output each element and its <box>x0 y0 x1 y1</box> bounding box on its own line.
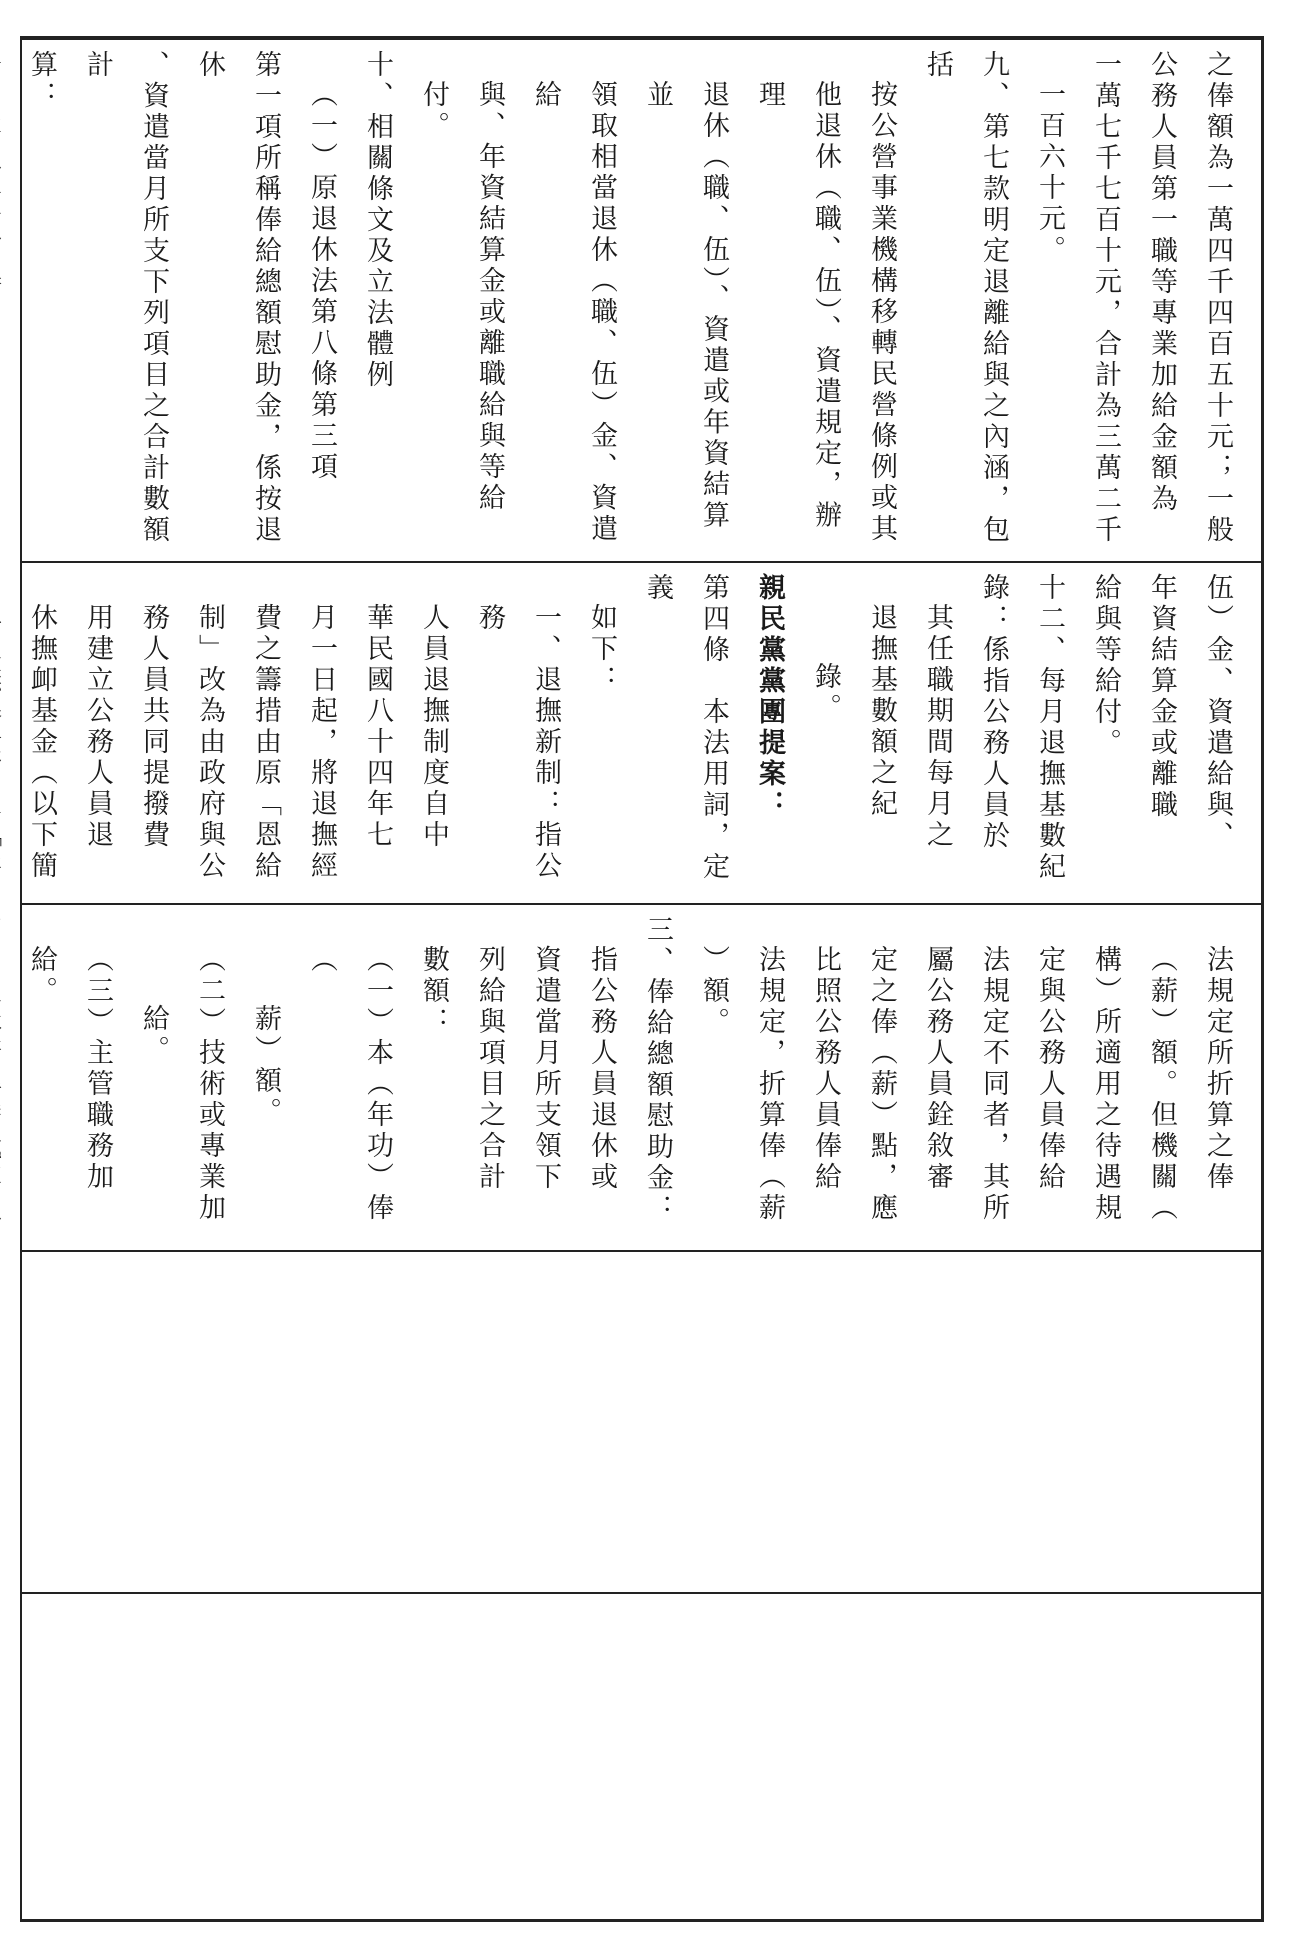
text-line: 第一項所稱俸給總額慰助金，係按退休 <box>194 50 281 546</box>
text-line: 月一日起，將退撫經 <box>306 602 337 882</box>
text-line: （二）技術或專業加 <box>194 944 225 1224</box>
text-line: 九、第七款明定退離給與之內涵，包括 <box>922 50 1009 546</box>
text-line: 年資結算金或離職 <box>1146 573 1177 821</box>
text-line: 第四條 本法用詞，定義 <box>642 573 729 883</box>
table-cell-pfp-proposal <box>22 563 1259 903</box>
text-line: 法規定不同者，其所 <box>978 944 1009 1224</box>
text-line: 錄。 <box>810 662 841 725</box>
text-line: 定與公務人員俸給 <box>1034 944 1065 1193</box>
table-right-border <box>1261 36 1264 1922</box>
text-line: 資遣當月所支領下 <box>530 944 561 1193</box>
text-line: 其任職期間每月之 <box>922 602 953 851</box>
text-line: （薪）額。但機關（ <box>1146 944 1177 1224</box>
table-cell-definitions <box>22 905 1259 1250</box>
text-line: （三）主管職務加給。 <box>26 944 113 1193</box>
text-line <box>0 573 13 903</box>
text-line: 數額： <box>418 944 449 1038</box>
text-line: 屬公務人員銓敘審 <box>922 944 953 1193</box>
text-line: 三、俸給總額慰助金： <box>642 915 673 1225</box>
text-line: 錄：係指公務人員於 <box>978 573 1009 852</box>
text-line: （一）原退休法第八條第三項 <box>306 79 337 483</box>
text-line: 薪）額。 <box>250 1004 281 1129</box>
text-line: （一）本（年功）俸（ <box>306 944 393 1224</box>
text-line: 算： <box>26 50 57 112</box>
text-line: 務人員共同提撥費 <box>138 602 169 851</box>
text-line: 公務人員第一職等專業加給金額為 <box>1146 50 1177 515</box>
text-line: 列給與項目之合計 <box>474 944 505 1193</box>
vertical-text-block <box>0 905 1259 1250</box>
text-line: 法規定，折算俸（薪 <box>754 944 785 1224</box>
text-line: 伍）金、資遣給與、 <box>1202 573 1233 852</box>
text-line: 退撫基數額之紀 <box>866 602 897 820</box>
table-bottom-border <box>20 1919 1263 1922</box>
text-line: 退休（職、伍）、資遣或年資結算並 <box>642 79 729 532</box>
table-cell-empty <box>22 1252 1259 1592</box>
text-line: 之俸額為一萬四千四百五十元；一般 <box>1202 50 1233 546</box>
text-line: 領取相當退休（職、伍）金、資遣給 <box>530 79 617 545</box>
text-line: 定之俸（薪）點，應 <box>866 944 897 1224</box>
vertical-text-block <box>0 563 1259 903</box>
proposal-heading: 親民黨黨團提案： <box>754 573 785 821</box>
text-line <box>0 915 13 1250</box>
text-line: 費之籌措由原「恩給 <box>250 602 281 882</box>
text-line: 一萬七千七百十元，合計為三萬二千 <box>1090 50 1121 546</box>
vertical-text-block <box>0 40 1259 561</box>
text-line: 一、退撫新制：指公務 <box>474 602 561 882</box>
text-line: 一百六十元。 <box>1034 79 1065 266</box>
text-line: 他退休（職、伍）、資遣規定，辦理 <box>754 79 841 532</box>
text-line: 制」改為由政府與公 <box>194 602 225 882</box>
table-cell-empty <box>22 1594 1259 1919</box>
text-line: 比照公務人員俸給 <box>810 944 841 1193</box>
text-line: 、資遣當月所支下列項目之合計數額計 <box>82 50 169 546</box>
text-line: ）額。 <box>698 944 729 1038</box>
text-line: 給與等給付。 <box>1090 573 1121 759</box>
text-line: 用建立公務人員退 <box>82 602 113 851</box>
text-line: 十二、每月退撫基數紀 <box>1034 573 1065 883</box>
text-line: 按公營事業機構移轉民營條例或其 <box>866 79 897 545</box>
text-line <box>0 50 13 561</box>
text-line: 法規定所折算之俸 <box>1202 944 1233 1193</box>
text-line: 如下： <box>586 602 617 696</box>
text-line: 人員退撫制度自中 <box>418 602 449 851</box>
text-line: 構）所適用之待遇規 <box>1090 944 1121 1224</box>
text-line: 與、年資結算金或離職給與等給付。 <box>418 79 505 514</box>
table-cell-current-law <box>22 40 1259 561</box>
text-line: 休撫卹基金（以下簡 <box>26 602 57 882</box>
text-line: 指公務人員退休或 <box>586 944 617 1193</box>
text-line: 十、相關條文及立法體例 <box>362 50 393 391</box>
text-line: 給。 <box>138 1004 169 1067</box>
text-line: 華民國八十四年七 <box>362 602 393 851</box>
